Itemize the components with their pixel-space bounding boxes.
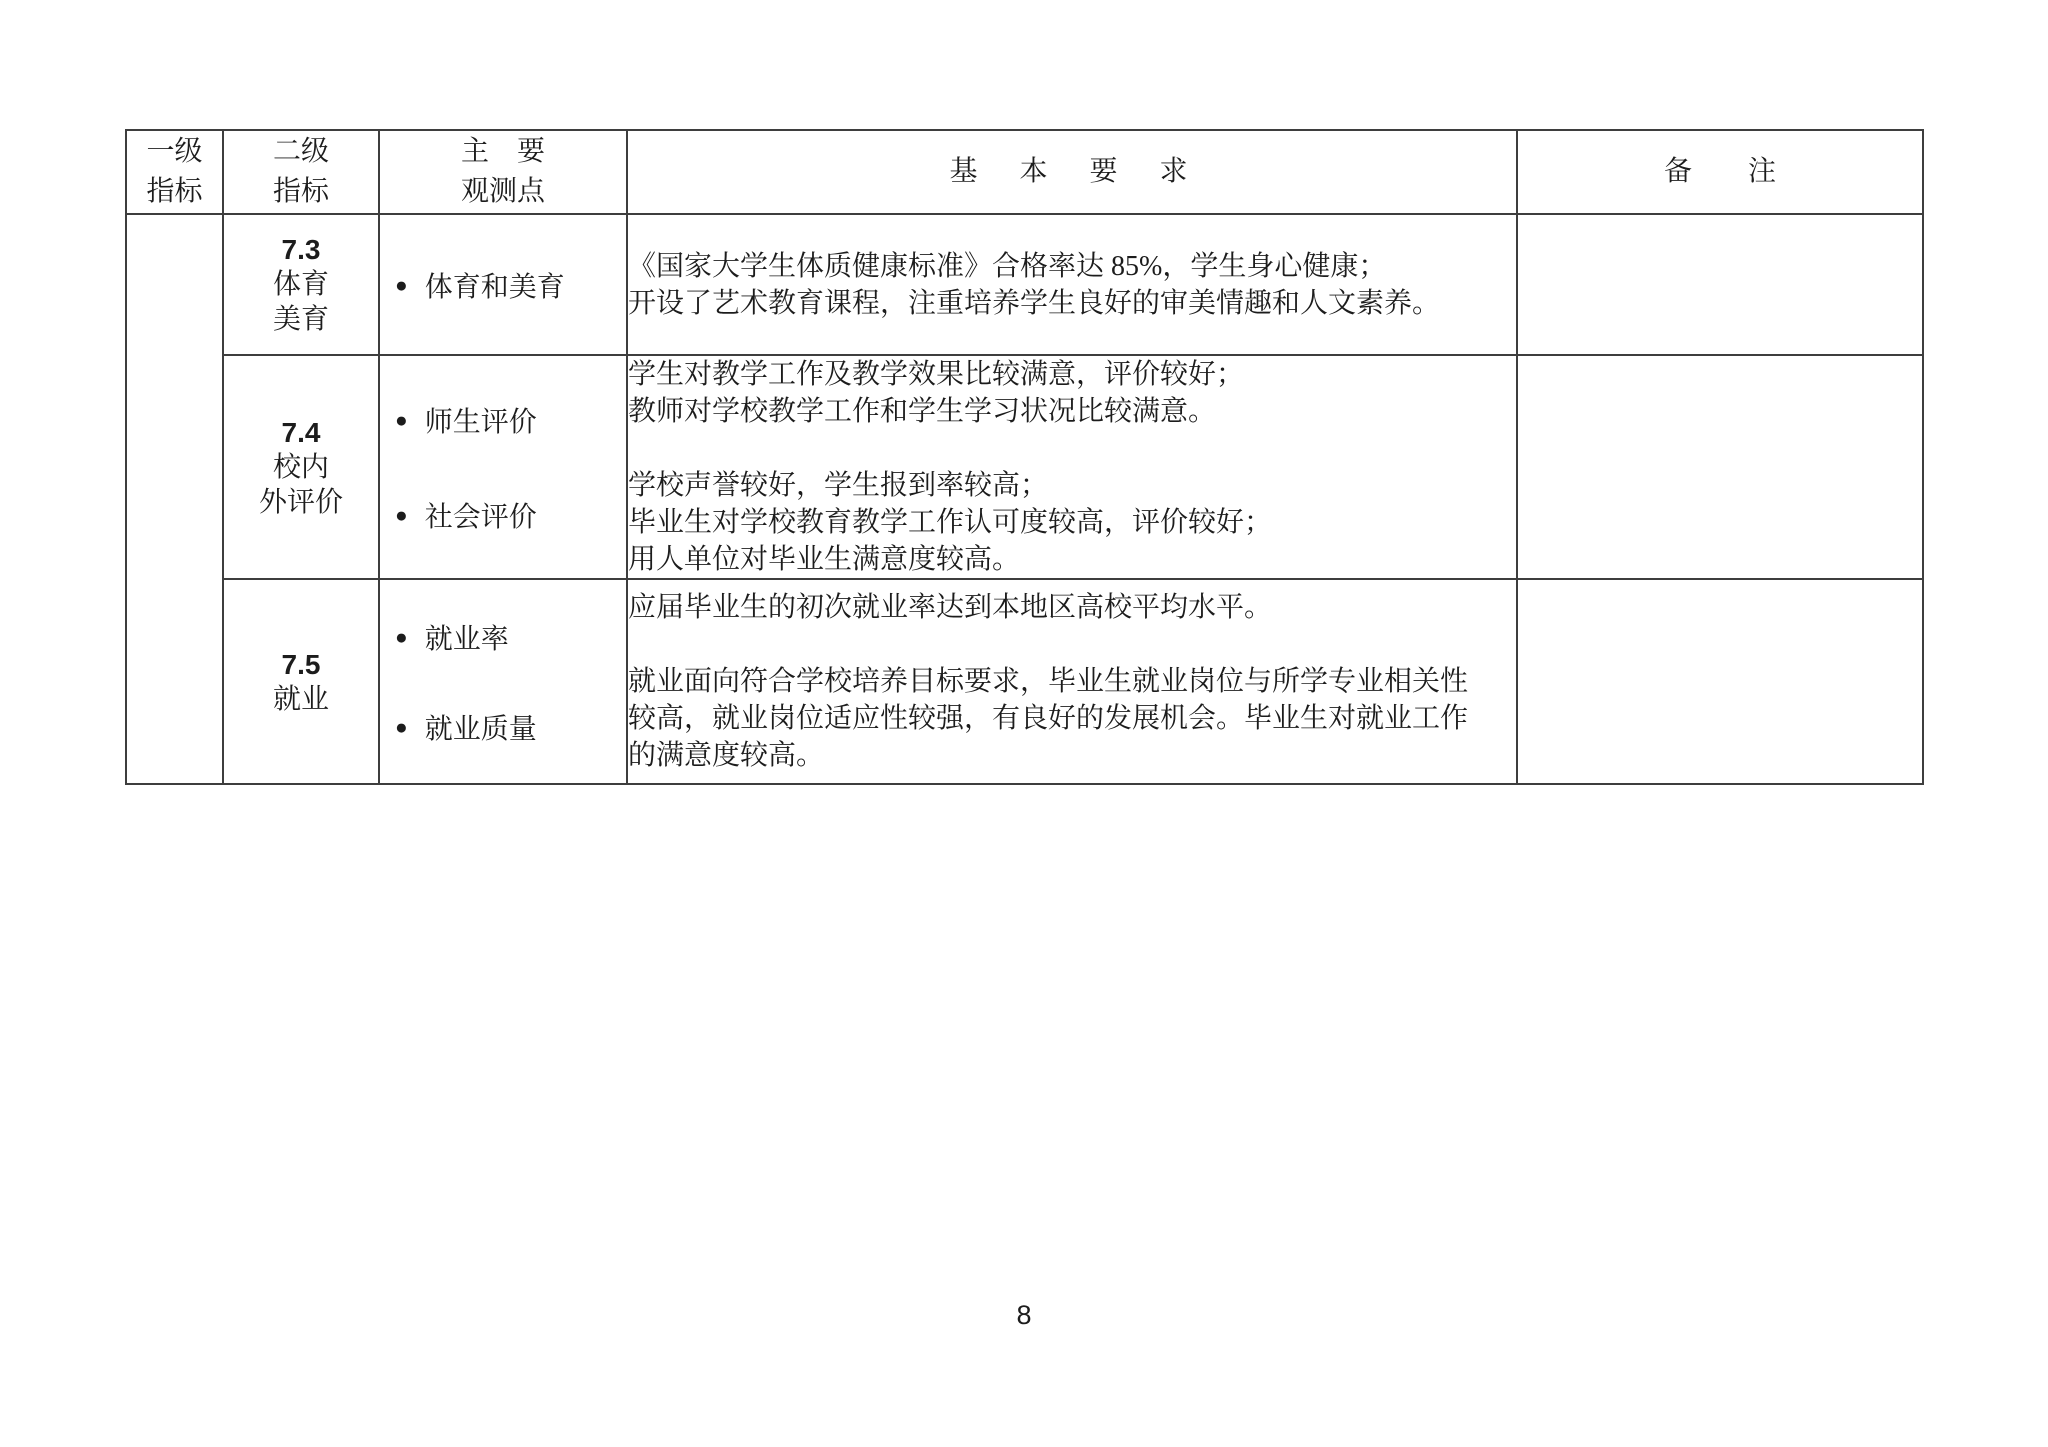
observation-point <box>395 495 626 535</box>
observation-point <box>395 265 626 305</box>
requirement-line: 学校声誉较好，学生报到率较高； <box>628 470 1049 501</box>
indicator-number: 7.3 <box>281 234 321 265</box>
indicator-number: 7.4 <box>281 416 321 448</box>
paragraph-gap <box>628 626 1516 663</box>
requirement-line: 就业面向符合学校培养目标要求，毕业生就业岗位与所学专业相关性 <box>628 666 1469 697</box>
observation-point-label: 社会评价 <box>424 501 537 533</box>
header-line: 备 注 <box>1663 156 1776 187</box>
remark-cell-7-3 <box>1517 214 1923 355</box>
level1-indicator-cell <box>126 214 223 784</box>
header-line: 主 要 <box>460 136 545 167</box>
requirement-line: 用人单位对毕业生满意度较高。 <box>628 544 1021 575</box>
header-line: 一级 <box>146 136 203 167</box>
header-line: 观测点 <box>460 176 545 207</box>
observation-points-cell-7-4 <box>379 355 627 579</box>
header-observation-points <box>379 130 627 214</box>
remark-cell-7-5 <box>1517 579 1923 784</box>
observation-point-label: 就业率 <box>424 623 509 655</box>
observation-point-label: 体育和美育 <box>424 271 565 303</box>
indicator-table <box>125 129 1924 785</box>
header-line: 二级 <box>272 136 329 167</box>
observation-points-cell-7-3 <box>379 214 627 355</box>
requirement-line: 《国家大学生体质健康标准》合格率达 85%，学生身心健康； <box>628 250 1387 282</box>
indicator-title-line: 体育 <box>272 269 329 300</box>
requirement-line: 应届毕业生的初次就业率达到本地区高校平均水平。 <box>628 592 1273 623</box>
paragraph-gap <box>628 430 1516 467</box>
bullet-icon: ● <box>395 714 408 739</box>
observation-point <box>395 400 626 440</box>
requirement-line: 的满意度较高。 <box>628 740 825 771</box>
observation-points-list <box>380 216 626 353</box>
header-remarks <box>1517 130 1923 214</box>
indicator-cell-7-4 <box>223 355 379 579</box>
indicator-cell-7-5 <box>223 579 379 784</box>
indicator-cell-7-3 <box>223 214 379 355</box>
header-line: 基 本 要 求 <box>949 156 1195 187</box>
requirements-cell-7-5 <box>627 579 1517 784</box>
observation-points-list <box>380 581 626 782</box>
header-line: 指标 <box>146 176 203 207</box>
requirements-cell-7-4 <box>627 355 1517 579</box>
table-row-7-3 <box>126 214 1923 355</box>
remark-cell-7-4 <box>1517 355 1923 579</box>
requirement-line: 开设了艺术教育课程，注重培养学生良好的审美情趣和人文素养。 <box>628 287 1441 319</box>
observation-point <box>395 617 626 657</box>
requirement-line: 毕业生对学校教育教学工作认可度较高，评价较好； <box>628 507 1273 538</box>
requirement-line: 教师对学校教学工作和学生学习状况比较满意。 <box>628 396 1217 427</box>
observation-points-cell-7-5 <box>379 579 627 784</box>
header-basic-requirements <box>627 130 1517 214</box>
requirement-line: 学生对教学工作及教学效果比较满意，评价较好； <box>628 359 1245 390</box>
table-header-row <box>126 130 1923 214</box>
bullet-icon: ● <box>395 272 408 297</box>
indicator-title-line: 外评价 <box>258 486 343 518</box>
bullet-icon: ● <box>395 407 408 432</box>
indicator-number: 7.5 <box>281 648 321 680</box>
requirements-cell-7-3 <box>627 214 1517 355</box>
indicator-title-line: 美育 <box>272 304 329 335</box>
observation-point <box>395 707 626 747</box>
table-row-7-4 <box>126 355 1923 579</box>
observation-points-list <box>380 357 626 577</box>
indicator-title-line: 校内 <box>272 451 329 483</box>
requirement-line: 较高，就业岗位适应性较强，有良好的发展机会。毕业生对就业工作 <box>628 703 1469 734</box>
observation-point-label: 就业质量 <box>424 713 537 745</box>
table-row-7-5 <box>126 579 1923 784</box>
header-line: 指标 <box>272 176 329 207</box>
bullet-icon: ● <box>395 624 408 649</box>
page-number: 8 <box>1016 1300 1032 1330</box>
header-level2-indicator <box>223 130 379 214</box>
observation-point-label: 师生评价 <box>424 406 537 438</box>
bullet-icon: ● <box>395 502 408 527</box>
indicator-title-line: 就业 <box>272 683 329 715</box>
header-level1-indicator <box>126 130 223 214</box>
